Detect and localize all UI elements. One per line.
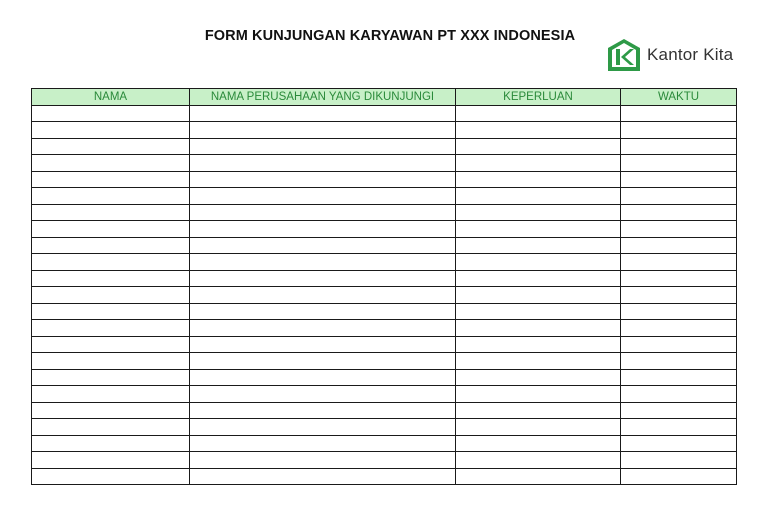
nama-perusahaan-cell[interactable] — [190, 188, 456, 205]
table-row — [32, 270, 737, 287]
keperluan-cell[interactable] — [456, 105, 621, 122]
table-row — [32, 320, 737, 337]
nama-cell[interactable] — [32, 270, 190, 287]
nama-perusahaan-cell[interactable] — [190, 270, 456, 287]
table-row — [32, 336, 737, 353]
nama-cell[interactable] — [32, 468, 190, 485]
nama-perusahaan-cell[interactable] — [190, 105, 456, 122]
nama-cell[interactable] — [32, 122, 190, 139]
table-row — [32, 386, 737, 403]
table-row — [32, 138, 737, 155]
nama-cell[interactable] — [32, 353, 190, 370]
table-row — [32, 188, 737, 205]
waktu-cell[interactable] — [621, 138, 737, 155]
keperluan-cell[interactable] — [456, 468, 621, 485]
nama-cell[interactable] — [32, 237, 190, 254]
kantor-kita-logo-icon — [606, 37, 642, 73]
waktu-cell[interactable] — [621, 369, 737, 386]
nama-cell[interactable] — [32, 402, 190, 419]
nama-cell[interactable] — [32, 105, 190, 122]
nama-cell[interactable] — [32, 435, 190, 452]
nama-perusahaan-cell[interactable] — [190, 155, 456, 172]
table-row — [32, 221, 737, 238]
nama-perusahaan-cell[interactable] — [190, 336, 456, 353]
nama-cell[interactable] — [32, 171, 190, 188]
keperluan-cell[interactable] — [456, 204, 621, 221]
keperluan-cell[interactable] — [456, 303, 621, 320]
waktu-cell[interactable] — [621, 155, 737, 172]
waktu-cell[interactable] — [621, 353, 737, 370]
nama-cell[interactable] — [32, 287, 190, 304]
table-row — [32, 369, 737, 386]
nama-cell[interactable] — [32, 188, 190, 205]
nama-cell[interactable] — [32, 320, 190, 337]
nama-perusahaan-cell[interactable] — [190, 287, 456, 304]
nama-perusahaan-cell[interactable] — [190, 452, 456, 469]
table-row — [32, 435, 737, 452]
keperluan-cell[interactable] — [456, 287, 621, 304]
table-row — [32, 287, 737, 304]
keperluan-cell[interactable] — [456, 237, 621, 254]
nama-cell[interactable] — [32, 155, 190, 172]
keperluan-cell[interactable] — [456, 155, 621, 172]
keperluan-cell[interactable] — [456, 353, 621, 370]
nama-perusahaan-cell[interactable] — [190, 204, 456, 221]
keperluan-cell[interactable] — [456, 369, 621, 386]
column-header-keperluan: KEPERLUAN — [456, 89, 621, 106]
logo-text: Kantor Kita — [647, 45, 734, 64]
nama-cell[interactable] — [32, 204, 190, 221]
table-row — [32, 402, 737, 419]
nama-cell[interactable] — [32, 336, 190, 353]
nama-cell[interactable] — [32, 419, 190, 436]
keperluan-cell[interactable] — [456, 171, 621, 188]
keperluan-cell[interactable] — [456, 138, 621, 155]
waktu-cell[interactable] — [621, 402, 737, 419]
waktu-cell[interactable] — [621, 452, 737, 469]
waktu-cell[interactable] — [621, 122, 737, 139]
nama-perusahaan-cell[interactable] — [190, 435, 456, 452]
keperluan-cell[interactable] — [456, 320, 621, 337]
keperluan-cell[interactable] — [456, 336, 621, 353]
waktu-cell[interactable] — [621, 419, 737, 436]
column-header-waktu: WAKTU — [621, 89, 737, 106]
table-row — [32, 237, 737, 254]
keperluan-cell[interactable] — [456, 386, 621, 403]
keperluan-cell[interactable] — [456, 452, 621, 469]
nama-perusahaan-cell[interactable] — [190, 171, 456, 188]
table-row — [32, 204, 737, 221]
nama-perusahaan-cell[interactable] — [190, 353, 456, 370]
nama-cell[interactable] — [32, 254, 190, 271]
table-header-row — [32, 89, 737, 106]
column-header-nama-perusahaan: NAMA PERUSAHAAN YANG DIKUNJUNGI — [190, 89, 456, 106]
keperluan-cell[interactable] — [456, 270, 621, 287]
nama-perusahaan-cell[interactable] — [190, 303, 456, 320]
table-row — [32, 303, 737, 320]
nama-perusahaan-cell[interactable] — [190, 254, 456, 271]
table-row — [32, 171, 737, 188]
waktu-cell[interactable] — [621, 303, 737, 320]
waktu-cell[interactable] — [621, 320, 737, 337]
waktu-cell[interactable] — [621, 105, 737, 122]
nama-cell[interactable] — [32, 369, 190, 386]
keperluan-cell[interactable] — [456, 419, 621, 436]
nama-perusahaan-cell[interactable] — [190, 419, 456, 436]
table-row — [32, 468, 737, 485]
keperluan-cell[interactable] — [456, 122, 621, 139]
table-row — [32, 254, 737, 271]
nama-cell[interactable] — [32, 386, 190, 403]
visit-form-table — [31, 88, 737, 485]
nama-cell[interactable] — [32, 221, 190, 238]
nama-perusahaan-cell[interactable] — [190, 369, 456, 386]
nama-perusahaan-cell[interactable] — [190, 468, 456, 485]
waktu-cell[interactable] — [621, 386, 737, 403]
waktu-cell[interactable] — [621, 287, 737, 304]
waktu-cell[interactable] — [621, 270, 737, 287]
nama-perusahaan-cell[interactable] — [190, 386, 456, 403]
nama-perusahaan-cell[interactable] — [190, 221, 456, 238]
nama-cell[interactable] — [32, 303, 190, 320]
nama-cell[interactable] — [32, 138, 190, 155]
waktu-cell[interactable] — [621, 336, 737, 353]
waktu-cell[interactable] — [621, 171, 737, 188]
nama-perusahaan-cell[interactable] — [190, 320, 456, 337]
column-header-nama: NAMA — [32, 89, 190, 106]
waktu-cell[interactable] — [621, 254, 737, 271]
table-row — [32, 122, 737, 139]
table-row — [32, 155, 737, 172]
table-row — [32, 419, 737, 436]
keperluan-cell[interactable] — [456, 402, 621, 419]
kantor-kita-logo — [606, 37, 733, 73]
nama-perusahaan-cell[interactable] — [190, 402, 456, 419]
waktu-cell[interactable] — [621, 204, 737, 221]
waktu-cell[interactable] — [621, 237, 737, 254]
keperluan-cell[interactable] — [456, 254, 621, 271]
keperluan-cell[interactable] — [456, 435, 621, 452]
waktu-cell[interactable] — [621, 221, 737, 238]
nama-cell[interactable] — [32, 452, 190, 469]
keperluan-cell[interactable] — [456, 188, 621, 205]
form-title: FORM KUNJUNGAN KARYAWAN PT XXX INDONESIA — [204, 28, 576, 44]
waktu-cell[interactable] — [621, 188, 737, 205]
keperluan-cell[interactable] — [456, 221, 621, 238]
waktu-cell[interactable] — [621, 435, 737, 452]
waktu-cell[interactable] — [621, 468, 737, 485]
nama-perusahaan-cell[interactable] — [190, 122, 456, 139]
nama-perusahaan-cell[interactable] — [190, 138, 456, 155]
nama-perusahaan-cell[interactable] — [190, 237, 456, 254]
table-row — [32, 353, 737, 370]
table-row — [32, 105, 737, 122]
table-row — [32, 452, 737, 469]
